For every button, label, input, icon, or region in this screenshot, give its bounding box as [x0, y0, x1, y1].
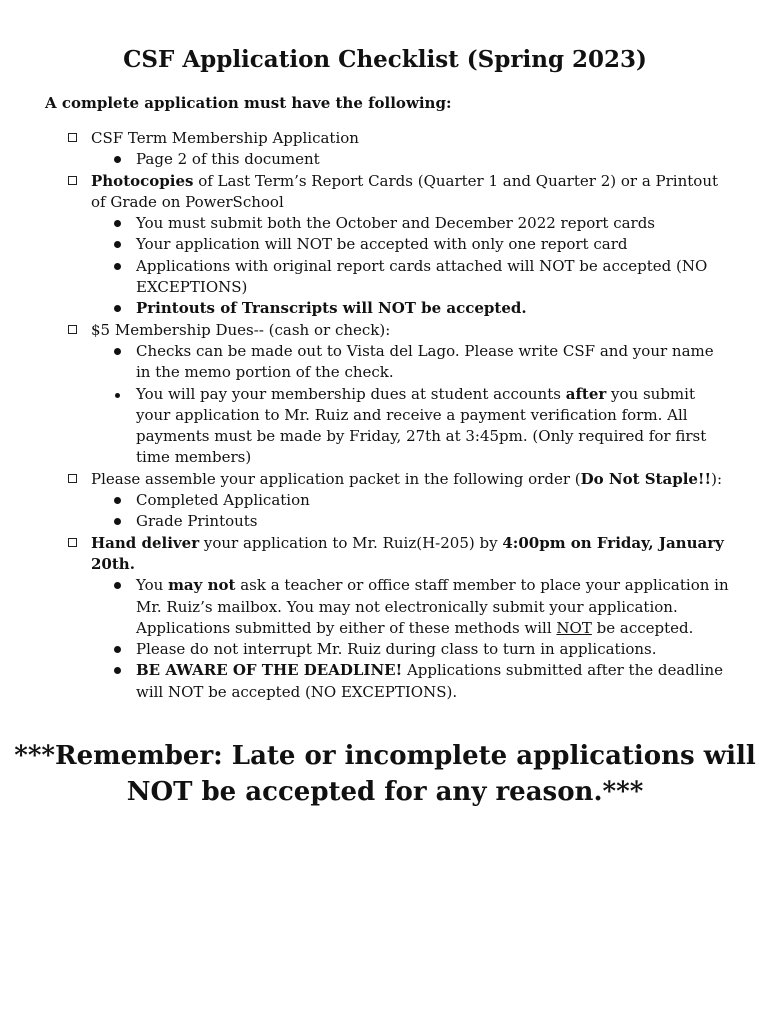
item-text: your application to Mr. Ruiz(H-205) by — [199, 533, 503, 552]
sub-item — [0, 234, 770, 255]
item-bold-text: Hand deliver — [91, 533, 200, 552]
sub-item — [0, 660, 770, 703]
checkbox-icon — [68, 133, 77, 142]
sub-item-text: Completed Application — [136, 491, 310, 510]
sub-item-text: Your application will NOT be accepted with only one report card — [136, 235, 628, 254]
sub-item-text: You will pay your membership dues at student accounts — [136, 384, 566, 403]
sub-item-text: Checks can be made out to Vista del Lago. Please write CSF and your name in the memo portion of the check. — [136, 341, 714, 382]
bullet-icon — [115, 393, 120, 398]
sub-item — [0, 298, 770, 319]
checklist-item-report-cards — [0, 171, 770, 320]
bullet-icon — [114, 348, 121, 355]
item-text: $5 Membership Dues-- (cash or check): — [91, 320, 391, 339]
sub-item-text: be accepted. — [591, 618, 694, 637]
checklist-item-membership-application — [0, 128, 770, 171]
sub-item — [0, 490, 770, 511]
item-text: Please assemble your application packet in the following order ( — [91, 469, 581, 488]
page-title: CSF Application Checklist (Spring 2023) — [123, 46, 647, 73]
sub-item — [0, 213, 770, 234]
bullet-icon — [114, 220, 121, 227]
bullet-icon — [114, 305, 121, 312]
bullet-icon — [114, 646, 121, 653]
sub-item-text: You — [136, 576, 169, 595]
checkbox-icon — [68, 538, 77, 547]
bullet-icon — [114, 518, 121, 525]
bullet-icon — [114, 263, 121, 270]
sub-item — [0, 256, 770, 299]
sub-item — [0, 384, 770, 469]
sub-item — [0, 511, 770, 532]
sub-item — [0, 341, 770, 384]
sub-item-bold-text: may not — [168, 576, 236, 595]
checklist-item-hand-deliver — [0, 533, 770, 703]
item-bold-text: Do Not Staple!! — [580, 469, 712, 488]
bullet-icon — [114, 156, 121, 163]
sub-item-text: You must submit both the October and December 2022 report cards — [136, 214, 656, 233]
bullet-icon — [114, 497, 121, 504]
bullet-icon — [114, 667, 121, 674]
sub-item-text: Please do not interrupt Mr. Ruiz during class to turn in applications. — [136, 640, 657, 659]
sub-item — [0, 149, 770, 170]
checklist — [0, 128, 770, 703]
sub-item-text: Grade Printouts — [136, 512, 258, 531]
sub-item-underlined-text: NOT — [556, 618, 592, 637]
checkbox-icon — [68, 474, 77, 483]
reminder-note: ***Remember: Late or incomplete applications will NOT be accepted for any reason.*** — [14, 741, 756, 807]
sub-item — [0, 639, 770, 660]
sub-item-text: ask a teacher or office staff member to place your application in Mr. Ruiz’s mailbox. You may not electronically submit your application. Applications submitted by either of these methods will — [136, 576, 729, 637]
sub-item-bold-text: BE AWARE OF THE DEADLINE! — [136, 661, 403, 680]
sub-item-text: Applications submitted after the deadline will NOT be accepted (NO EXCEPTIONS). — [136, 661, 724, 701]
bullet-icon — [114, 241, 121, 248]
sub-item-text: Page 2 of this document — [136, 150, 320, 169]
bullet-icon — [114, 582, 121, 589]
sub-item-bold-text: Printouts of Transcripts will NOT be accepted. — [136, 299, 527, 318]
checkbox-icon — [68, 325, 77, 334]
checklist-item-assemble-packet — [0, 469, 770, 533]
item-text: ): — [711, 469, 723, 488]
item-text: CSF Term Membership Application — [91, 129, 359, 147]
item-text: of Last Term’s Report Cards (Quarter 1 and Quarter 2) or a Printout of Grade on PowerSchool — [91, 171, 719, 211]
checkbox-icon — [68, 176, 77, 185]
item-bold-text: Photocopies — [91, 171, 194, 190]
sub-item-text: you submit your application to Mr. Ruiz and receive a payment verification form. All payments must be made by Friday, 27th at 3:45pm. (Only required for first time members) — [136, 384, 707, 467]
sub-item — [0, 575, 770, 639]
intro-heading: A complete application must have the following: — [45, 94, 452, 112]
checklist-item-membership-dues — [0, 320, 770, 469]
sub-item-text: Applications with original report cards attached will NOT be accepted (NO EXCEPTIONS) — [136, 256, 708, 297]
item-bold-text: 4:00pm on Friday, January 20th. — [91, 533, 724, 573]
sub-item-bold-text: after — [565, 384, 607, 403]
